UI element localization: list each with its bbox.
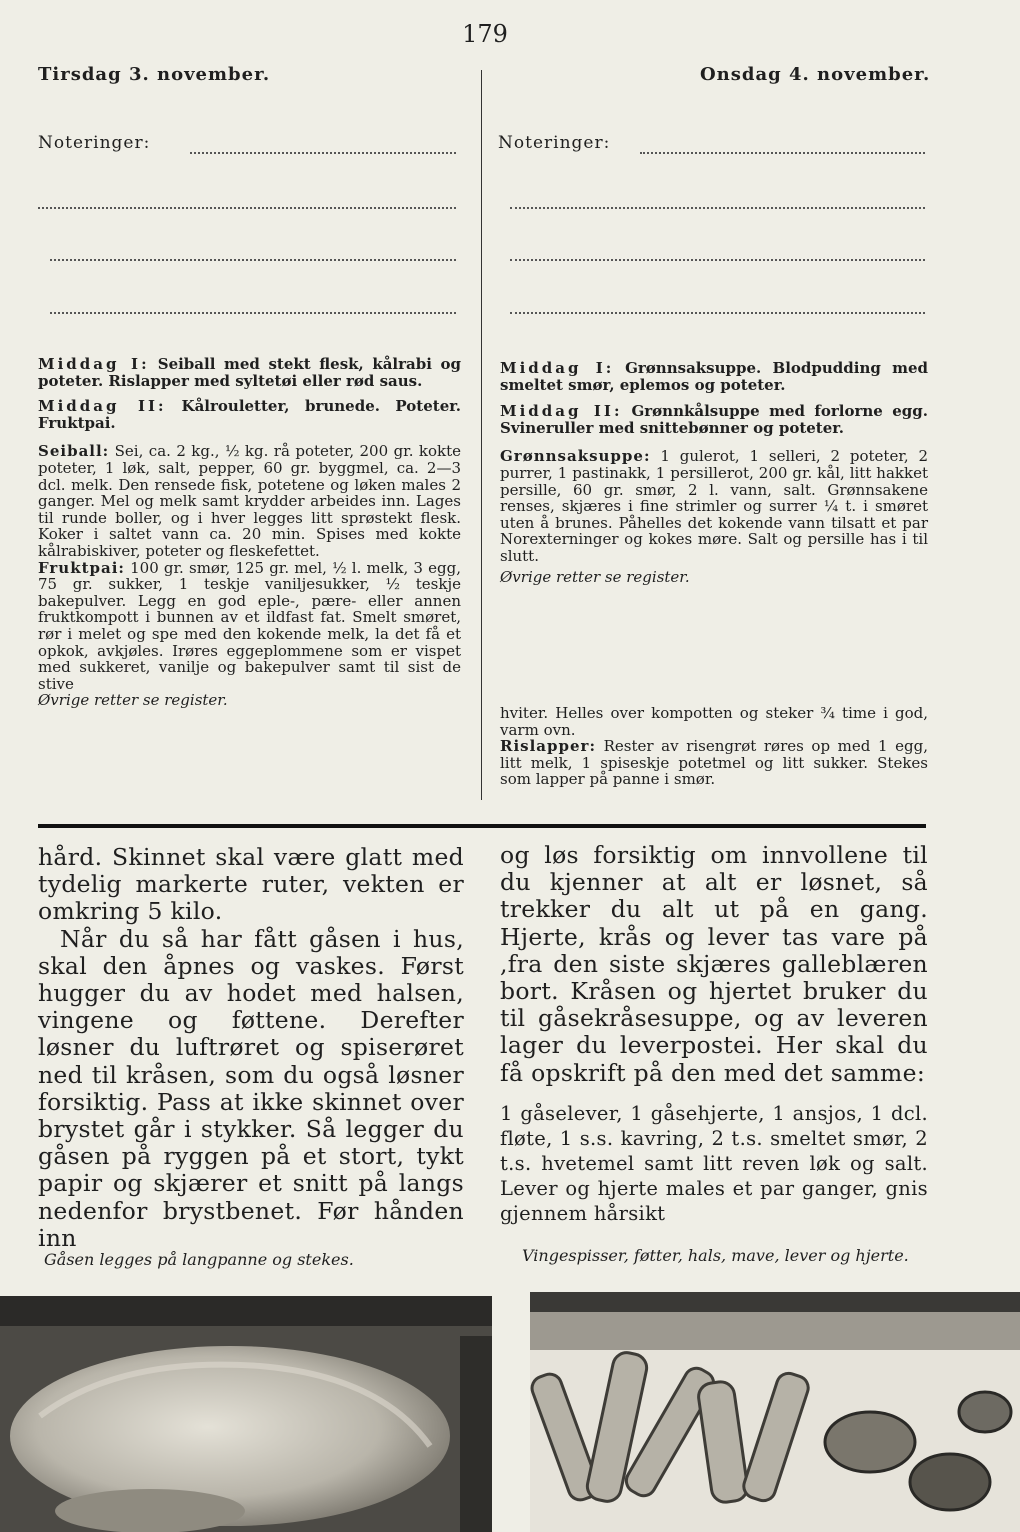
article-left-para-2: Når du så har fått gåsen i hus, skal den åpnes og vaskes. Først hugger du av hodet med halsen, vingene og føttene. Derefter løsner du luftrøret og spiserøret ned til kråsen, som du også løsner forsiktig. Pass at ikke skinnet over brystet går i stykker. Så legger du gåsen på ryggen på et stort, tykt papir og skjærer et snitt på langs nedenfor brystbenet. Før hånden inn bbox=[38, 924, 464, 1252]
recipe-gronnsaksuppe-text: 1 gulerot, 1 selleri, 2 poteter, 2 purrer, 1 pastinakk, 1 persillerot, 200 gr. kål, litt hakket persille, 60 gr. smør, 2 l. vann, salt. Grønnsakene renses, skjæres i fine strimler og surrer ¼ t. i smøret uten å brunes. Påhelles det kokende vann tilsatt et par Norexterninger og kokes møre. Salt og persille has i til slutt. bbox=[500, 447, 928, 565]
middag-2-text-right: Grønnkålsuppe med forlorne egg. Svineruller med snittebønner og poteter. bbox=[500, 402, 928, 437]
recipe-fruktpai-text: 100 gr. smør, 125 gr. mel, ½ l. melk, 3 egg, 75 gr. sukker, 1 teskje vaniljesukker, ½ teskje bakepulver. Legg en god eple-, pære- eller annen fruktkompott i bunnen av et ildfast fat. Smelt smøret, rør i melet og spe med den kokende melk, la det få et opkok, avkjøles. Irøres eggeplommene som er vispet med sukkeret, vanilje og bakepulver samt til sist de stive bbox=[38, 558, 461, 693]
middag-2-text-left: Kålrouletter, brunede. Poteter. Fruktpai. bbox=[38, 397, 461, 432]
giblets-photo bbox=[530, 1292, 1020, 1532]
middag-1-label-left: Middag I: bbox=[38, 355, 150, 373]
article-left-column bbox=[38, 844, 464, 1252]
notes-line-left-1 bbox=[190, 150, 456, 154]
section-rule bbox=[38, 824, 926, 828]
middag-1-left bbox=[38, 356, 461, 389]
notes-label-right: Noteringer: bbox=[498, 133, 611, 153]
menu-right bbox=[500, 360, 928, 591]
middag-1-right bbox=[500, 360, 928, 393]
recipe-gronnsaksuppe bbox=[500, 448, 928, 564]
middag-2-label-right: Middag II: bbox=[500, 402, 623, 421]
recipe-seiball-label: Seiball: bbox=[38, 442, 110, 461]
giblets-illustration bbox=[530, 1292, 1020, 1532]
recipe-seiball-text: Sei, ca. 2 kg., ½ kg. rå poteter, 200 gr. kokte poteter, 1 løk, salt, pepper, 60 gr. byggmel, ca. 2—3 dcl. melk. Den rensede fisk, potetene og løken males 2 ganger. Mel og melk samt krydder arbeides inn. Lages til runde boller, og i hver legges litt sprøstekt flesk. Koker i saltet vann ca. 20 min. Spises med kokte kålrabiskiver, poteter og fleskefettet. bbox=[38, 442, 461, 560]
notes-label-left: Noteringer: bbox=[38, 133, 151, 153]
article-right-para-1: og løs forsiktig om innvollene til du kjenner at alt er løsnet, så trekker du alt ut på en gang. Hjerte, krås og lever tas vare på ,fra den siste skjæres galleblæren bort. Kråsen og hjertet bruker du til gåsekråsesuppe, og av leveren lager du leverpostei. Her skal du få opskrift på den med det samme: bbox=[500, 841, 928, 1087]
caption-giblets: Vingespisser, føtter, hals, mave, lever og hjerte. bbox=[522, 1246, 909, 1265]
recipe-fruktpai bbox=[38, 560, 461, 693]
recipe-rislapper-label: Rislapper: bbox=[500, 737, 596, 756]
notes-line-right-3 bbox=[510, 257, 925, 261]
notes-line-right-2 bbox=[510, 205, 925, 209]
register-note-left: Øvrige retter se register. bbox=[38, 691, 228, 710]
notes-line-left-4 bbox=[50, 310, 456, 314]
recipe-gronnsaksuppe-label: Grønnsaksuppe: bbox=[500, 447, 651, 466]
middag-1-label-right: Middag I: bbox=[500, 359, 615, 377]
middag-2-label-left: Middag II: bbox=[38, 397, 167, 416]
recipe-seiball bbox=[38, 443, 461, 559]
menu-right-continued bbox=[500, 705, 928, 794]
middag-1-text-right: Grønnsaksuppe. Blodpudding med smeltet smør, eplemos og poteter. bbox=[500, 359, 928, 394]
article-right-column bbox=[500, 842, 928, 1226]
notes-line-right-4 bbox=[510, 310, 925, 314]
middag-2-right bbox=[500, 403, 928, 436]
goose-photo bbox=[0, 1296, 492, 1532]
recipe-fruktpai-label: Fruktpai: bbox=[38, 558, 125, 577]
recipe-rislapper-text: Rester av risengrøt røres op med 1 egg, litt melk, 1 spiseskje potetmel og litt sukker. Stekes som lapper på panne i smør. bbox=[500, 737, 928, 789]
notes-line-left-2 bbox=[38, 205, 456, 209]
continuation-text: hviter. Helles over kompotten og steker ¾ time i god, varm ovn. bbox=[500, 704, 928, 739]
column-divider bbox=[481, 70, 482, 800]
goose-illustration bbox=[0, 1296, 492, 1532]
middag-2-left bbox=[38, 398, 461, 431]
menu-left bbox=[38, 356, 461, 715]
notes-line-left-3 bbox=[50, 257, 456, 261]
date-wednesday: Onsdag 4. november. bbox=[700, 64, 931, 85]
recipe-rislapper bbox=[500, 738, 928, 788]
caption-goose: Gåsen legges på langpanne og stekes. bbox=[44, 1250, 354, 1269]
page-number: 179 bbox=[462, 20, 508, 48]
article-left-para-1: hård. Skinnet skal være glatt med tydelig markerte ruter, vekten er omkring 5 kilo. bbox=[38, 843, 464, 926]
middag-1-text-left: Seiball med stekt flesk, kålrabi og poteter. Rislapper med syltetøi eller rød saus. bbox=[38, 355, 461, 390]
date-tuesday: Tirsdag 3. november. bbox=[38, 64, 271, 85]
notes-line-right-1 bbox=[640, 150, 925, 154]
article-right-para-2: 1 gåselever, 1 gåsehjerte, 1 ansjos, 1 dcl. fløte, 1 s.s. kavring, 2 t.s. smeltet smør, 2 t.s. hvetemel samt litt reven løk og salt. Lever og hjerte males et par ganger, gnis gjennem hårsikt bbox=[500, 1101, 928, 1225]
register-note-right: Øvrige retter se register. bbox=[500, 567, 690, 586]
